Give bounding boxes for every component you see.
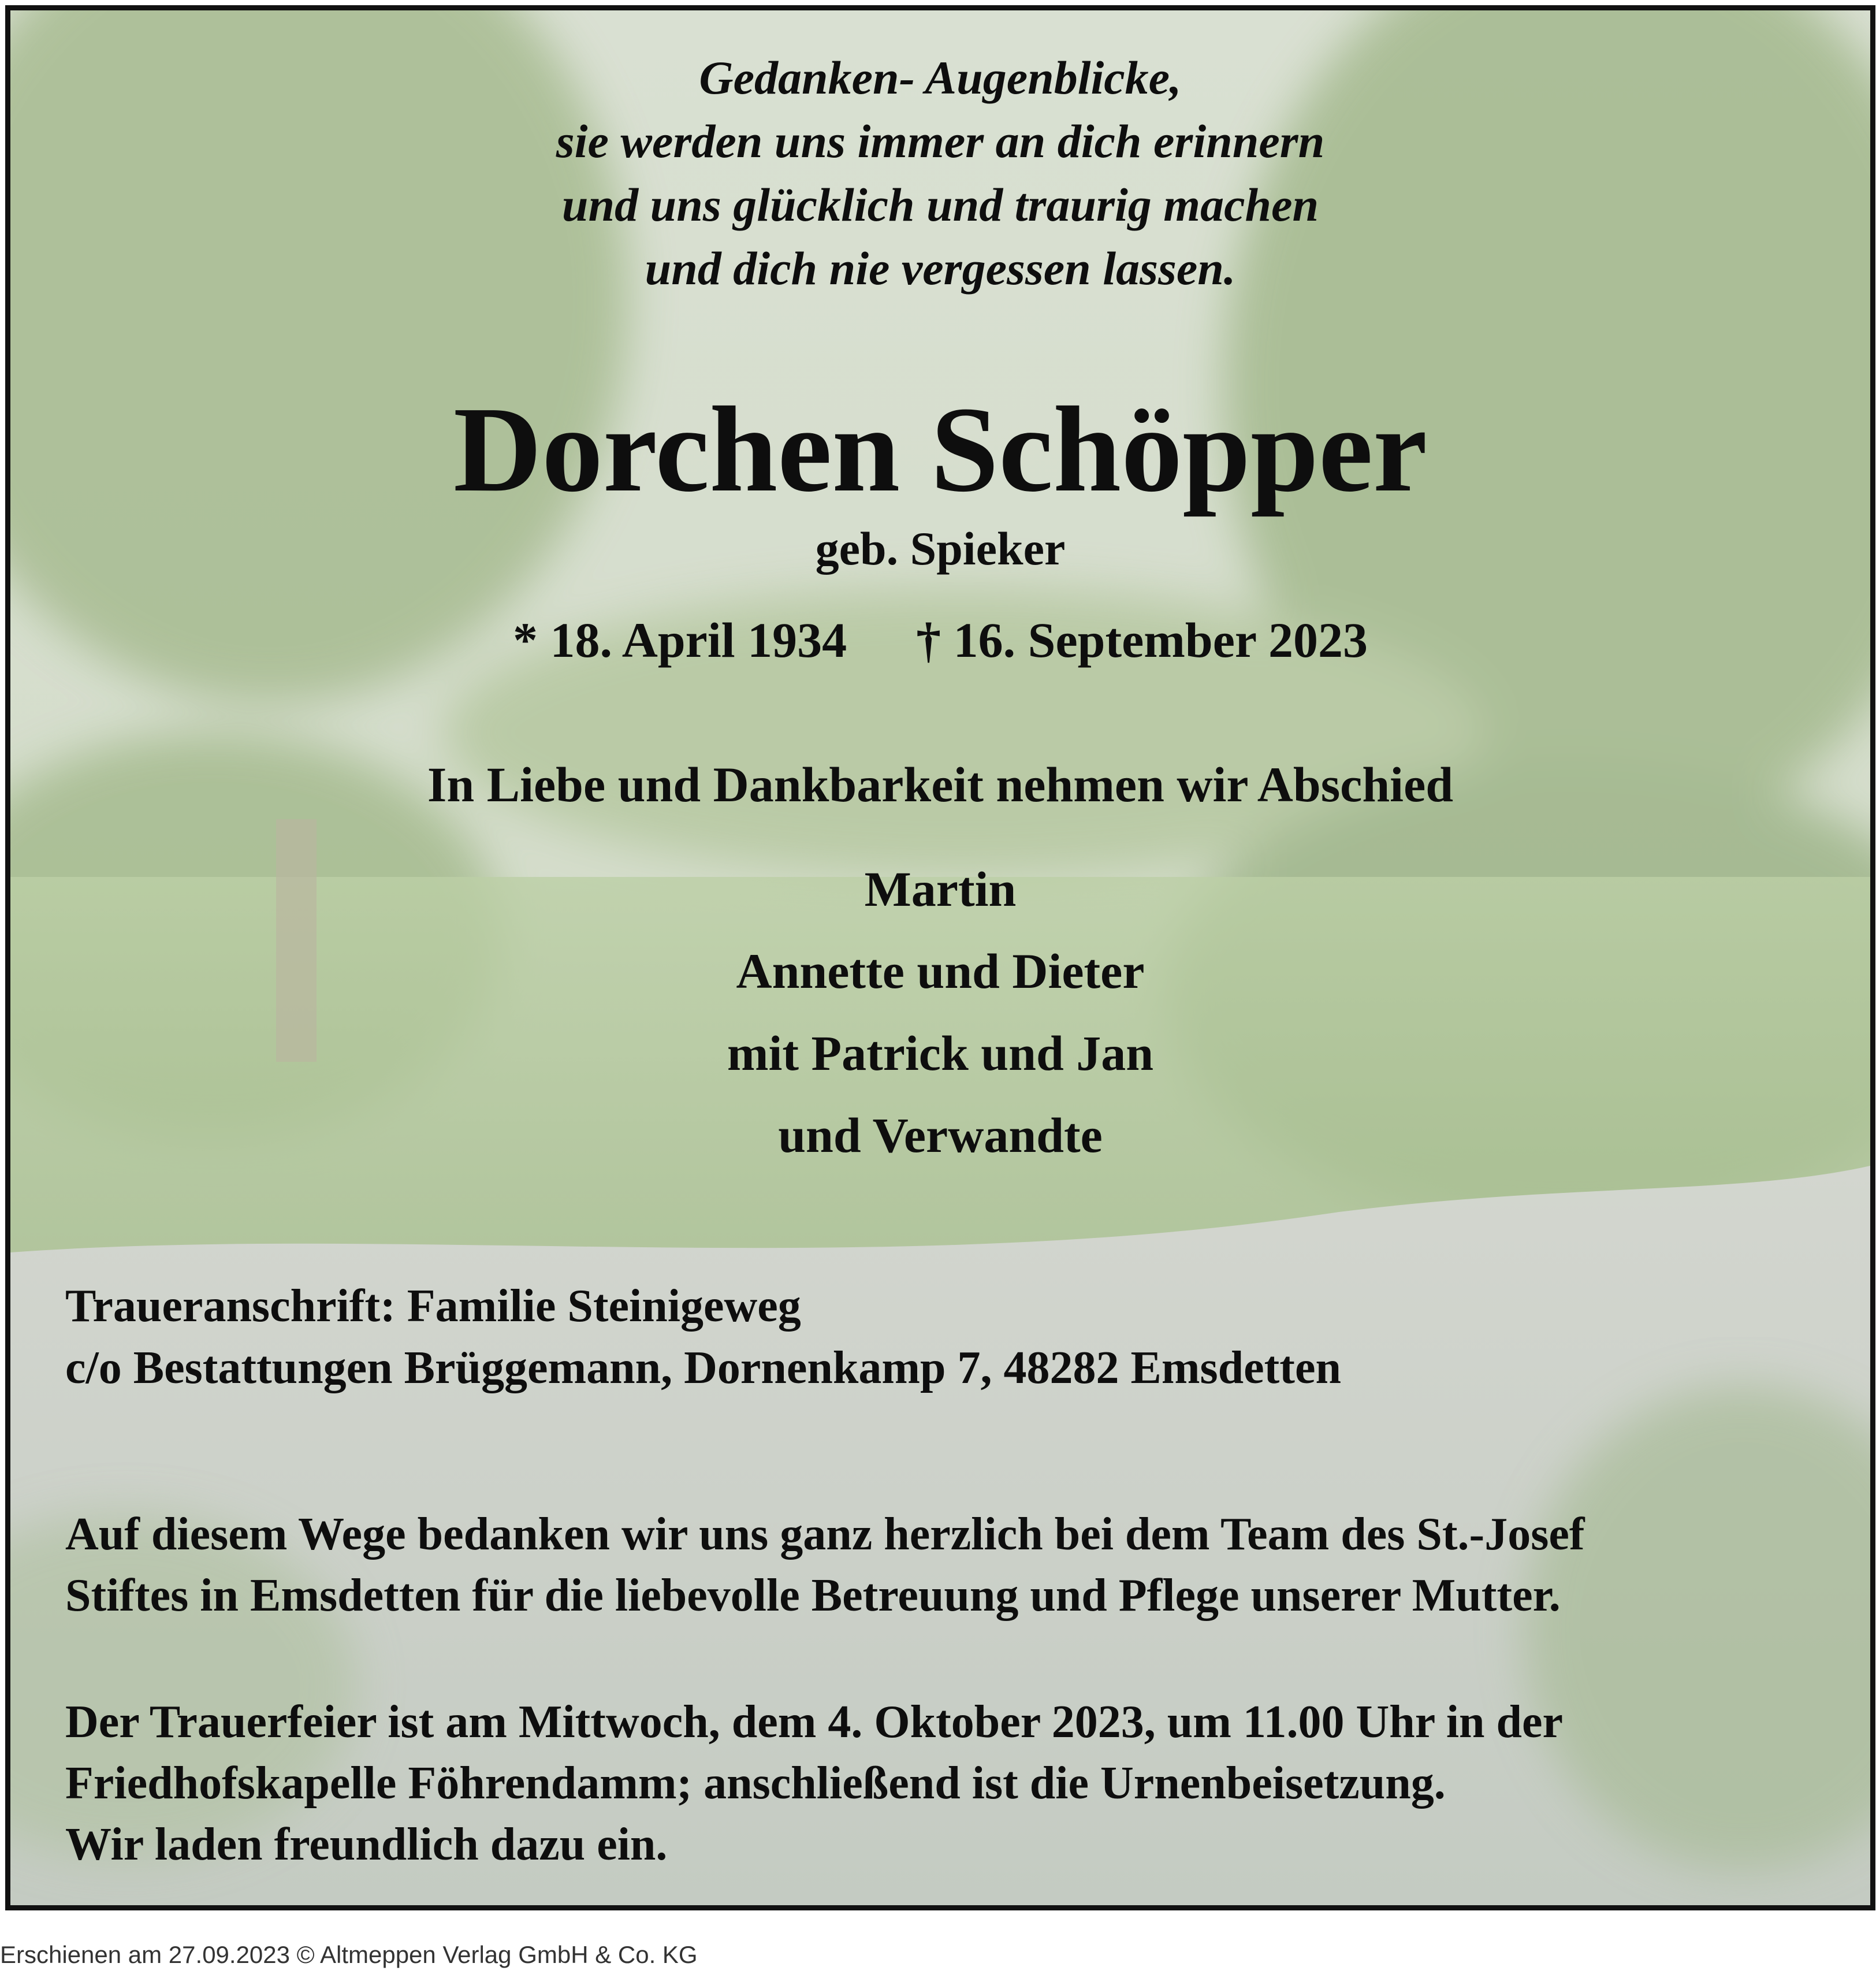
service-line-1: Der Trauerfeier ist am Mittwoch, dem 4. Oktober 2023, um 11.00 Uhr in der (65, 1697, 1564, 1748)
poem-line-4: und dich nie vergessen lassen. (645, 242, 1236, 295)
publication-footer: Erschienen am 27.09.2023 © Altmeppen Verlag GmbH & Co. KG (0, 1941, 698, 1968)
poem-line-2: sie werden uns immer an dich erinnern (556, 115, 1325, 168)
farewell-line: In Liebe und Dankbarkeit nehmen wir Abschied (427, 757, 1454, 812)
birth-name: geb. Spieker (815, 522, 1066, 575)
deceased-name: Dorchen Schöpper (453, 381, 1428, 517)
poem-line-3: und uns glücklich und traurig machen (561, 179, 1319, 231)
mourner-line-2: Annette und Dieter (736, 943, 1145, 999)
service-line-3: Wir laden freundlich dazu ein. (65, 1819, 668, 1870)
service-line-2: Friedhofskapelle Föhrendamm; anschließend ist die Urnenbeisetzung. (65, 1758, 1446, 1809)
thanks-line-2: Stiftes in Emsdetten für die liebevolle Betreuung und Pflege unserer Mutter. (65, 1570, 1561, 1621)
life-dates (10, 611, 1870, 669)
mourner-line-3: mit Patrick und Jan (727, 1025, 1154, 1081)
death-date: † 16. September 2023 (916, 612, 1368, 668)
thanks-line-1: Auf diesem Wege bedanken wir uns ganz herzlich bei dem Team des St.-Josef (65, 1509, 1585, 1560)
address-line-2: c/o Bestattungen Brüggemann, Dornenkamp 7, 48282 Emsdetten (65, 1343, 1341, 1393)
poem-line-1: Gedanken- Augenblicke, (699, 51, 1182, 104)
birth-date: * 18. April 1934 (512, 612, 847, 668)
obituary-frame (5, 5, 1875, 1910)
address-line-1: Traueranschrift: Familie Steinigeweg (65, 1281, 801, 1332)
mourner-line-1: Martin (864, 861, 1017, 917)
mourner-line-4: und Verwandte (778, 1107, 1103, 1163)
